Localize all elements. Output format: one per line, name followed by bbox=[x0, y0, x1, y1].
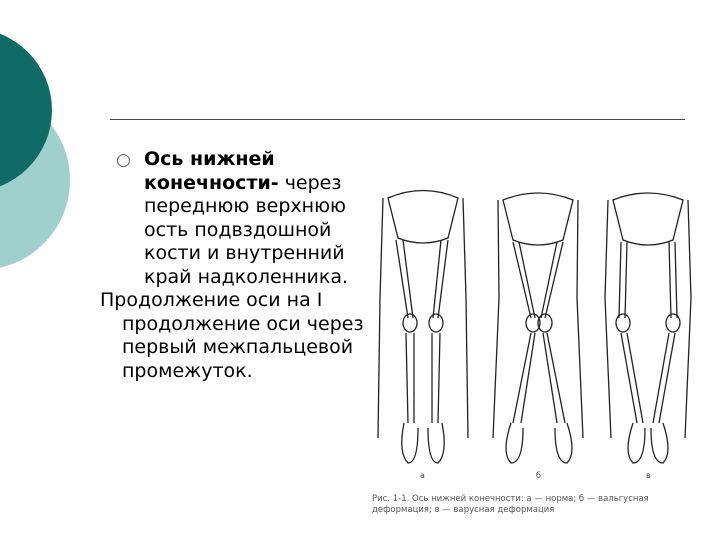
leg-figure-normal bbox=[378, 191, 468, 464]
figure-label-c: в bbox=[646, 471, 651, 478]
continuation-text: Продолжение оси на I продолжение оси через первый межпальцевой промежуток. bbox=[100, 289, 364, 382]
title-divider bbox=[110, 119, 685, 120]
figure-label-a: а bbox=[420, 471, 425, 478]
figure-caption: Рис. 1-1. Ось нижней конечности: а — норма; б — вальгусная деформация; в — варусная деформация bbox=[372, 494, 649, 515]
bullet-bold-text: Ось нижней конечности- bbox=[144, 148, 279, 194]
slide-body bbox=[100, 148, 370, 383]
circle-bullet-icon: ○ bbox=[116, 150, 131, 170]
bullet-text: через переднюю верхнюю ость подвздошной кости и внутренний край надколенника. bbox=[144, 171, 349, 288]
leg-figure-valgus bbox=[493, 193, 583, 463]
leg-figure-varus bbox=[605, 193, 691, 463]
figure-label-b: б bbox=[536, 471, 541, 478]
bullet-item bbox=[112, 148, 370, 289]
legs-illustration bbox=[368, 178, 698, 478]
